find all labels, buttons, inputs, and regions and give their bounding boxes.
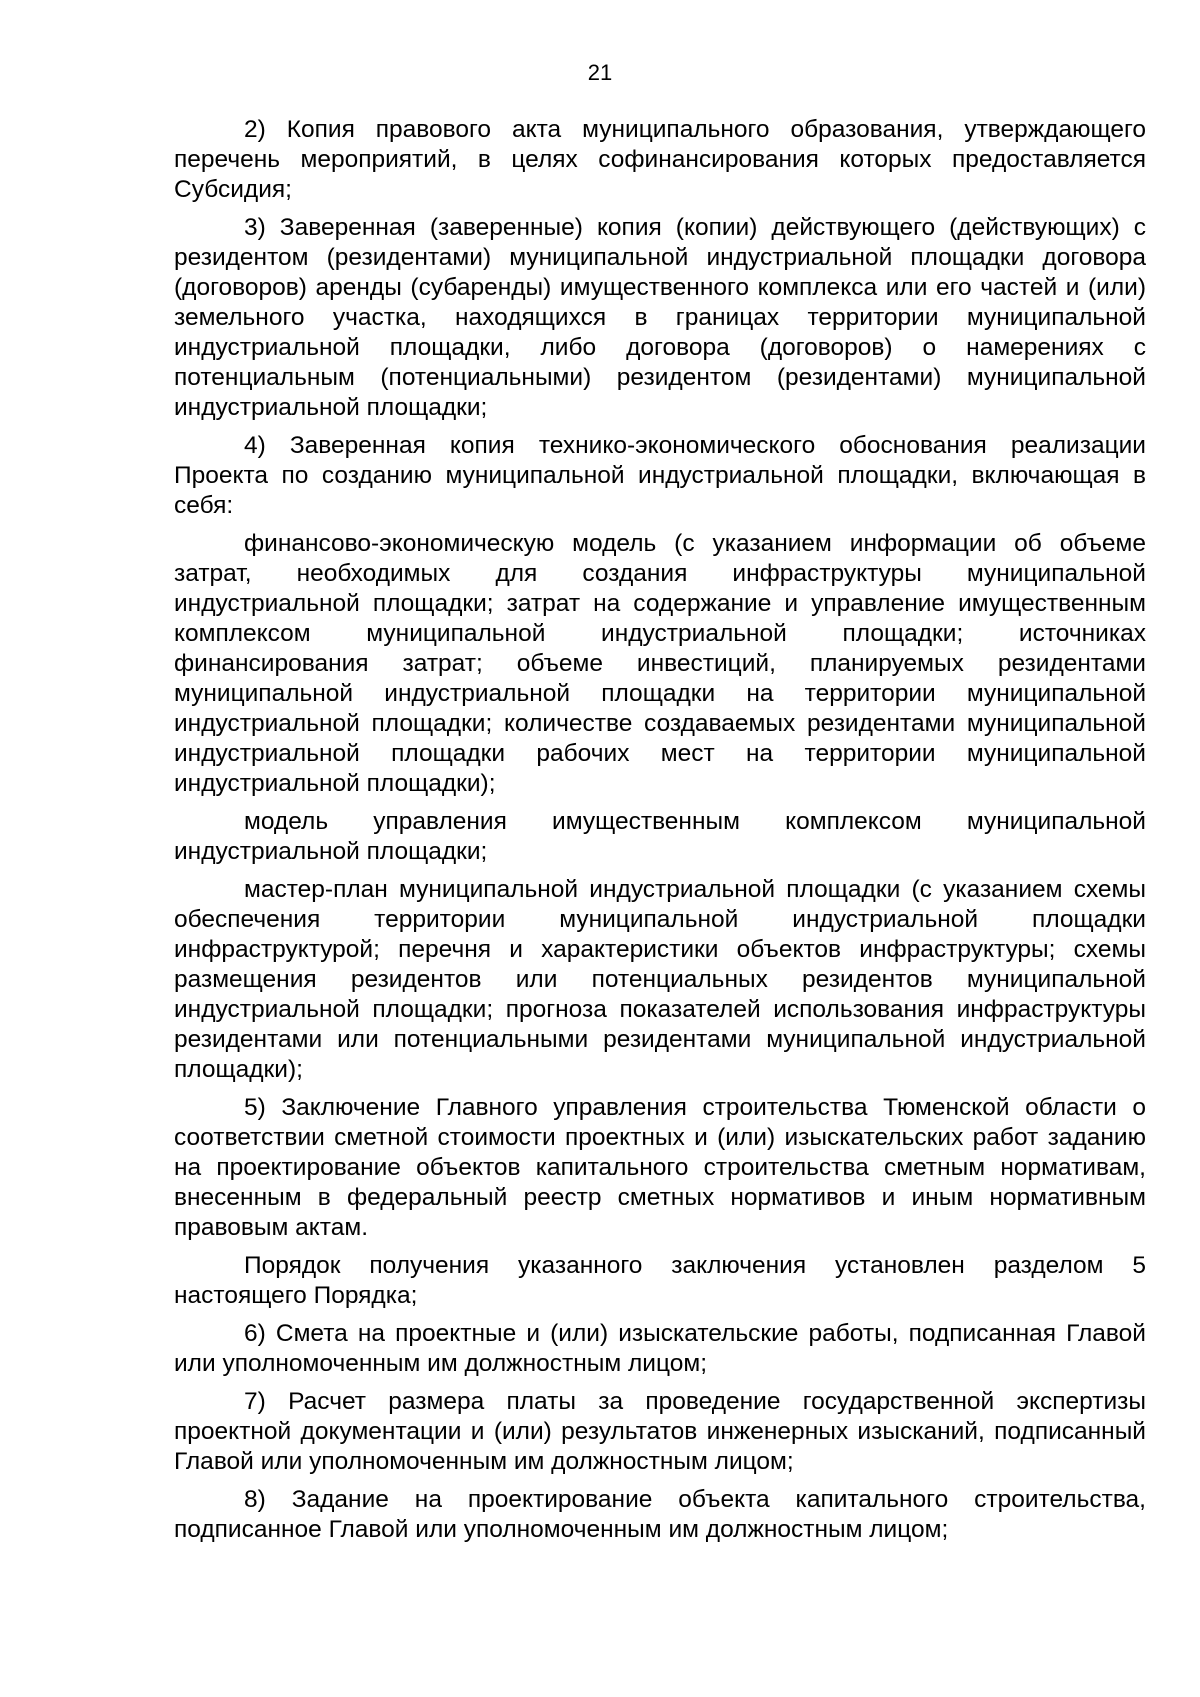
- paragraph-item-6: 6) Смета на проектные и (или) изыскательские работы, подписанная Главой или уполномоченным им должностным лицом;: [174, 1320, 1146, 1377]
- paragraph-item-5: 5) Заключение Главного управления строительства Тюменской области о соответствии сметной стоимости проектных и (или) изыскательских работ заданию на проектирование объектов капитального строительства сметным нормативам, внесенным в федеральный реестр сметных нормативов и иным нормативным правовым актам.: [174, 1094, 1146, 1241]
- paragraph-item-7: 7) Расчет размера платы за проведение государственной экспертизы проектной документации и (или) результатов инженерных изысканий, подписанный Главой или уполномоченным им должностным лицом;: [174, 1388, 1146, 1475]
- paragraph-financial-model: финансово-экономическую модель (с указанием информации об объеме затрат, необходимых для создания инфраструктуры муниципальной индустриальной площадки; затрат на содержание и управление имущественным комплексом муниципальной индустриальной площадки; источниках финансирования затрат; объеме инвестиций, планируемых резидентами муниципальной индустриальной площадки на территории муниципальной индустриальной площадки; количестве создаваемых резидентами муниципальной индустриальной площадки рабочих мест на территории муниципальной индустриальной площадки);: [174, 530, 1146, 797]
- page-number: 21: [587, 60, 613, 85]
- paragraph-master-plan: мастер-план муниципальной индустриальной площадки (с указанием схемы обеспечения территории муниципальной индустриальной площадки инфраструктурой; перечня и характеристики объектов инфраструктуры; схемы размещения резидентов или потенциальных резидентов муниципальной индустриальной площадки; прогноза показателей использования инфраструктуры резидентами или потенциальными резидентами муниципальной индустриальной площадки);: [174, 876, 1146, 1083]
- paragraph-item-3: 3) Заверенная (заверенные) копия (копии) действующего (действующих) с резидентом (резидентами) муниципальной индустриальной площадки договора (договоров) аренды (субаренды) имущественного комплекса или его частей и (или) земельного участка, находящихся в границах территории муниципальной индустриальной площадки, либо договора (договоров) о намерениях с потенциальным (потенциальными) резидентом (резидентами) муниципальной индустриальной площадки;: [174, 214, 1146, 421]
- paragraph-item-8: 8) Задание на проектирование объекта капитального строительства, подписанное Главой или уполномоченным им должностным лицом;: [174, 1486, 1146, 1543]
- paragraph-item-4: 4) Заверенная копия технико-экономического обоснования реализации Проекта по созданию муниципальной индустриальной площадки, включающая в себя:: [174, 432, 1146, 519]
- document-body: [174, 115, 1146, 1553]
- paragraph-management-model: модель управления имущественным комплексом муниципальной индустриальной площадки;: [174, 808, 1146, 865]
- paragraph-conclusion-procedure: Порядок получения указанного заключения установлен разделом 5 настоящего Порядка;: [174, 1252, 1146, 1309]
- paragraph-item-2: 2) Копия правового акта муниципального образования, утверждающего перечень мероприятий, в целях софинансирования которых предоставляется Субсидия;: [174, 116, 1146, 203]
